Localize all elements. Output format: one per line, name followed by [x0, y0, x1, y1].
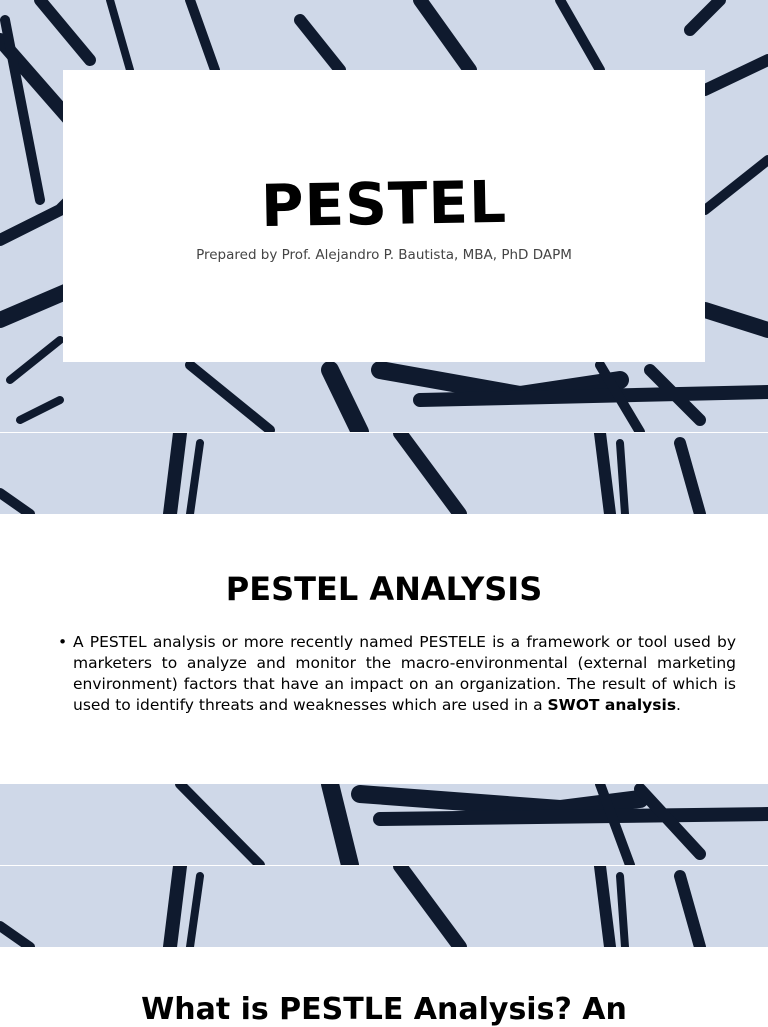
slide-title: PESTEL: [260, 167, 508, 241]
section-heading: PESTEL ANALYSIS: [225, 570, 543, 608]
next-slide-heading: What is PESTLE Analysis? An: [141, 992, 627, 1027]
brush-band-top: [0, 866, 768, 947]
brush-stroke-decoration: [0, 433, 768, 514]
title-slide: [0, 0, 768, 432]
brush-stroke-decoration: [0, 784, 768, 865]
bullet-bold-term: SWOT analysis: [547, 696, 677, 714]
brush-stroke-decoration: [0, 866, 768, 947]
brush-band-top: [0, 433, 768, 514]
bullet-item: [58, 632, 736, 716]
bullet-marker: •: [58, 633, 68, 651]
bullet-text-start: A PESTEL analysis or more recently named PESTELE is a framework or tool used by marketers to analyze and monitor the macro-environmental (external marketing environment) factors that have an impact on an organization. The result of which is used to identify threats and weaknesses which are used in a: [73, 633, 736, 714]
slide-subtitle: Prepared by Prof. Alejandro P. Bautista, MBA, PhD DAPM: [196, 247, 572, 263]
bullet-text: [73, 632, 736, 716]
bullet-text-end: .: [676, 696, 681, 714]
brush-band-bottom: [0, 784, 768, 865]
